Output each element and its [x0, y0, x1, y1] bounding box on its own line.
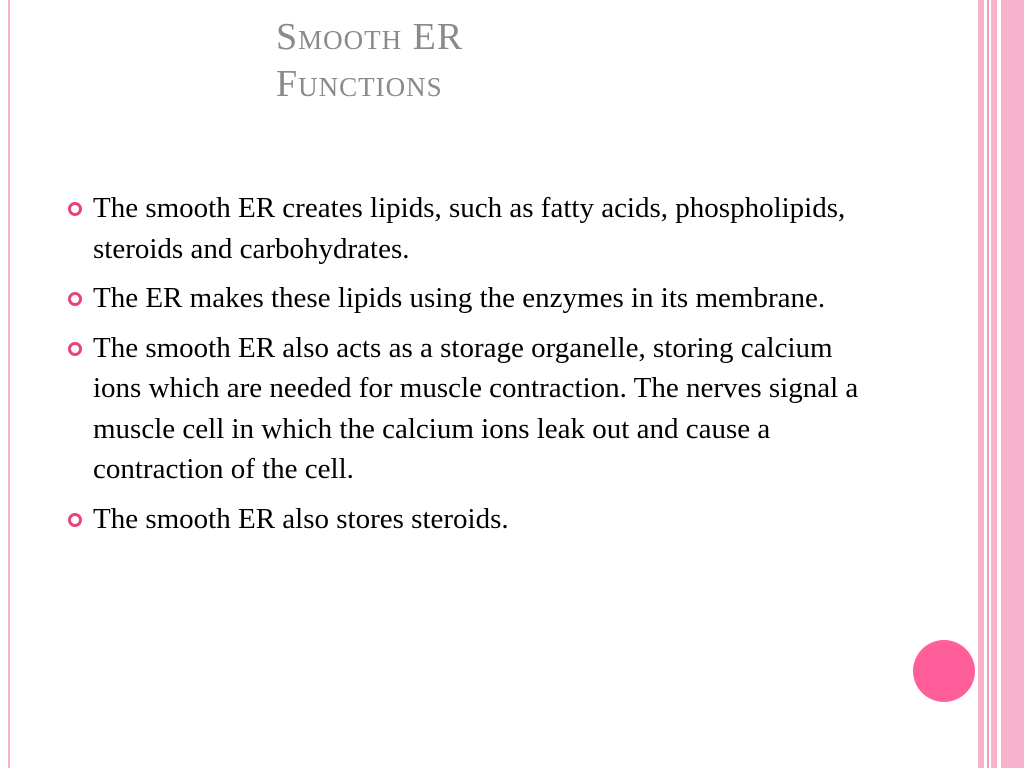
bullet-item-3 [64, 328, 884, 490]
bullet-text-2: The ER makes these lipids using the enzymes in its membrane. [93, 282, 826, 314]
bullet-text-1: The smooth ER creates lipids, such as fatty acids, phospholipids, steroids and carbohydrates. [93, 192, 846, 265]
bullet-list [64, 188, 884, 548]
bullet-text-3: The smooth ER also acts as a storage organelle, storing calcium ions which are needed for muscle contraction. The nerves signal a muscle cell in which the calcium ions leak out and cause a contraction of the cell. [93, 331, 859, 485]
right-stripe-4 [1001, 0, 1024, 768]
pink-circle-decoration [913, 640, 975, 702]
left-border-line [8, 0, 10, 768]
slide-title-line-1: Smooth ER [276, 16, 464, 58]
right-stripe-3 [991, 0, 997, 768]
slide-title [276, 14, 796, 108]
ring-bullet-icon [68, 202, 82, 216]
bullet-item-4 [64, 499, 884, 540]
right-stripe-1 [978, 0, 984, 768]
right-stripe-2 [987, 0, 989, 768]
ring-bullet-icon [68, 292, 82, 306]
slide-title-line-2: Functions [276, 63, 443, 105]
bullet-item-1 [64, 188, 884, 269]
bullet-text-4: The smooth ER also stores steroids. [93, 502, 509, 535]
ring-bullet-icon [68, 342, 82, 356]
bullet-item-2 [64, 278, 884, 319]
ring-bullet-icon [68, 513, 82, 527]
